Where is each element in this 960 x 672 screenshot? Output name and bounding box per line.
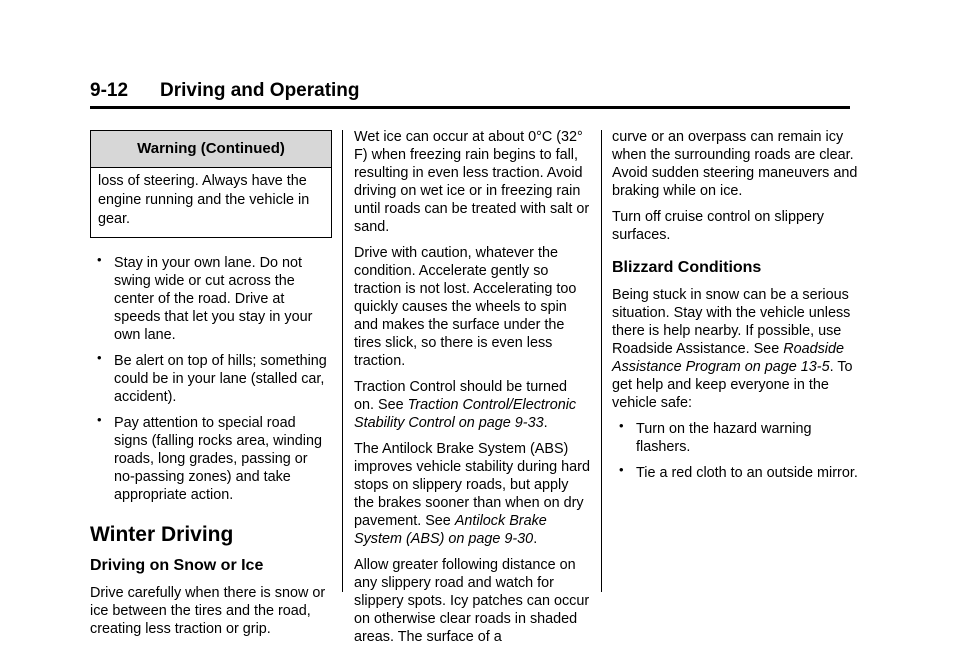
paragraph [354, 378, 590, 432]
paragraph: Wet ice can occur at about 0°C (32° F) when freezing rain begins to fall, resulting in even less traction. Avoid driving on wet ice or in freezing rain until roads can be treated with salt or sand. [354, 129, 590, 235]
paragraph [612, 286, 858, 412]
paragraph [354, 440, 590, 548]
section-title: Winter Driving [90, 523, 234, 546]
cross-reference: Traction Control/Electronic Stability Control on page 9-33 [354, 397, 577, 431]
bullet-list [90, 254, 332, 504]
column-divider-2 [601, 130, 602, 592]
page-header [90, 80, 850, 109]
paragraph: Allow greater following distance on any slippery road and watch for slippery spots. Icy patches can occur on otherwise clear roads in shaded areas. The surface of a [354, 557, 590, 645]
page-number: 9-12 [90, 80, 129, 101]
cross-reference: Roadside Assistance Program on page 13-5 [612, 341, 845, 375]
list-item: • Pay attention to special road signs (falling rocks area, winding roads, long grades, passing or no-passing zones) and take appropriate action. [90, 414, 332, 504]
warning-body: loss of steering. Always have the engine running and the vehicle in gear. [98, 173, 310, 227]
paragraph-text: The Antilock Brake System (ABS) improves vehicle stability during hard stops on slippery roads, but apply the brakes sooner than when on dry pavement. See [354, 441, 590, 529]
list-item: • Turn on the hazard warning flashers. [612, 420, 858, 456]
paragraph-text: Being stuck in snow can be a serious situation. Stay with the vehicle unless there is help nearby. If possible, use Roadside Assistance. See [612, 287, 851, 357]
subsection-title: Driving on Snow or Ice [90, 557, 264, 574]
warning-title: Warning (Continued) [91, 131, 331, 168]
list-item: • Stay in your own lane. Do not swing wide or cut across the center of the road. Drive at speeds that let you stay in your own lane. [90, 254, 332, 344]
column-divider-1 [342, 130, 343, 592]
paragraph: curve or an overpass can remain icy when the surrounding roads are clear. Avoid sudden steering maneuvers and braking while on ice. [612, 129, 858, 199]
paragraph-text: Traction Control should be turned on. See [354, 379, 568, 413]
list-item: • Tie a red cloth to an outside mirror. [612, 464, 858, 482]
list-item: • Be alert on top of hills; something could be in your lane (stalled car, accident). [90, 352, 332, 406]
chapter-title: Driving and Operating [160, 80, 360, 101]
cross-reference: Antilock Brake System (ABS) on page 9-30 [354, 513, 547, 547]
paragraph: Turn off cruise control on slippery surfaces. [612, 209, 824, 243]
warning-box [90, 130, 332, 238]
bullet-list [612, 420, 858, 482]
column-1 [90, 128, 332, 646]
paragraph: Drive with caution, whatever the condition. Accelerate gently so traction is not lost. Accelerating too quickly causes the wheels to spin and makes the surface under the tires slick, so there is even less traction. [354, 245, 577, 369]
paragraph: Drive carefully when there is snow or ice between the tires and the road, creating less traction or grip. [90, 585, 326, 637]
subsection-title: Blizzard Conditions [612, 259, 762, 276]
paragraph-text: . [543, 415, 548, 431]
paragraph-text: . To get help and keep everyone in the vehicle safe: [612, 359, 853, 411]
column-2 [354, 128, 590, 654]
column-3 [612, 128, 858, 490]
paragraph-text: . [533, 531, 538, 547]
